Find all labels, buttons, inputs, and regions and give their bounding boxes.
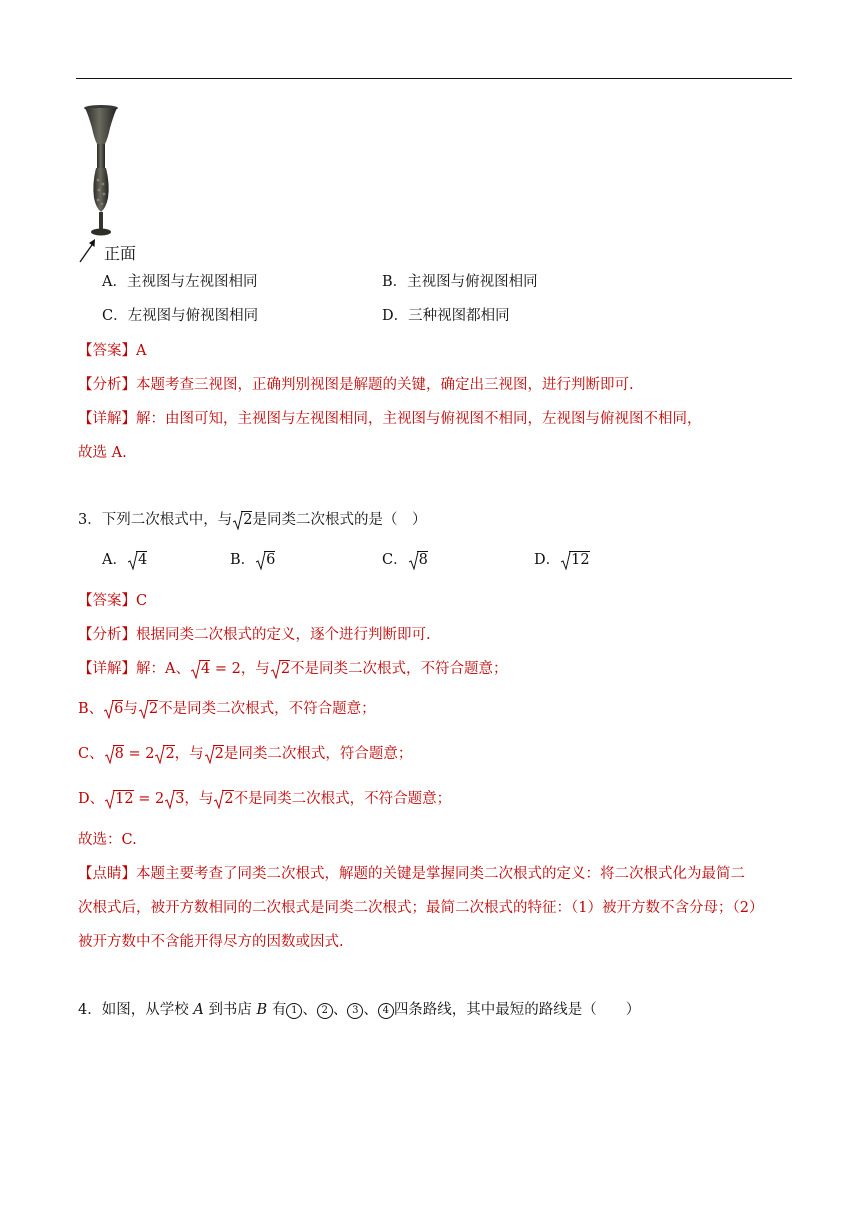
q3-conclusion: 故选：C.	[78, 832, 137, 848]
stem-text: 有	[271, 1002, 287, 1018]
stem-text: 四条路线，其中最短的路线是（ ）	[393, 1002, 641, 1018]
radical	[256, 550, 275, 570]
radical	[214, 789, 233, 809]
radicand: 2	[224, 791, 234, 807]
q3-detail-b	[78, 699, 376, 719]
radical	[561, 550, 589, 570]
analysis-text: 本题考查三视图，正确判别视图是解题的关键，确定出三视图，进行判断即可.	[136, 377, 634, 393]
radicand: 4	[200, 661, 211, 677]
radical	[191, 659, 210, 679]
q3-analysis-line	[78, 625, 431, 645]
analysis-tag: 【分析】	[78, 377, 136, 393]
detail-text: ，与	[240, 661, 270, 677]
question-3-stem	[78, 510, 426, 530]
radical	[233, 510, 252, 530]
detail-text: B、	[78, 701, 104, 717]
equation: = 2	[214, 661, 241, 677]
route-number: 3	[347, 1003, 363, 1019]
detail-text: 不是同类二次根式，不符合题意；	[158, 701, 376, 717]
option-label: A．	[102, 552, 127, 568]
header-rule	[76, 78, 792, 79]
radical	[271, 659, 290, 679]
radicand: 8	[114, 746, 124, 762]
detail-text: D、	[78, 791, 105, 807]
detail-line	[78, 409, 702, 429]
radical	[104, 699, 123, 719]
option-c: C．左视图与俯视图相同	[102, 308, 259, 324]
detail-text: ，与	[184, 791, 214, 807]
stem-text: 是同类二次根式的是（ ）	[252, 512, 427, 528]
question-4-stem	[78, 1000, 640, 1020]
q3-comment-2: 次根式后，被开方数相同的二次根式是同类二次根式；最简二次根式的特征：（1）被开方数不含分母；（2）	[78, 900, 764, 916]
q3-answer-line	[78, 591, 147, 611]
q3-detail-a	[78, 659, 508, 679]
equation: = 2	[138, 791, 165, 807]
detail-text: ，与	[174, 746, 204, 762]
option-label: D．	[534, 552, 561, 568]
detail-text: C、	[78, 746, 104, 762]
radicand: 8	[418, 552, 428, 568]
radicand: 3	[175, 791, 185, 807]
radicand: 4	[137, 552, 148, 568]
radicand: 2	[165, 746, 175, 762]
radicand: 2	[148, 701, 159, 717]
radical	[409, 550, 428, 570]
detail-text: 不是同类二次根式，不符合题意；	[290, 661, 508, 677]
q3-option-b	[230, 550, 275, 570]
answer-tag: 【答案】	[78, 593, 136, 609]
radicand: 2	[280, 661, 291, 677]
analysis-tag: 【分析】	[78, 627, 136, 643]
analysis-text: 根据同类二次根式的定义，逐个进行判断即可.	[136, 627, 431, 643]
detail-text: 解：A、	[136, 661, 190, 677]
q3-detail-c	[78, 744, 412, 764]
route-number: 1	[286, 1003, 302, 1019]
answer-tag: 【答案】	[78, 343, 136, 359]
radical	[128, 550, 147, 570]
q3-option-a	[102, 550, 147, 570]
detail-tag: 【详解】	[78, 411, 136, 427]
radicand: 6	[114, 701, 124, 717]
answer-line	[78, 341, 146, 361]
arrow-icon	[78, 238, 98, 264]
radical	[105, 744, 124, 764]
equation: = 2	[128, 746, 155, 762]
option-a: A．主视图与左视图相同	[102, 274, 258, 290]
radicand: 2	[243, 512, 253, 528]
variable: A	[193, 1002, 204, 1018]
detail-tag: 【详解】	[78, 661, 136, 677]
detail-text: 是同类二次根式，符合题意；	[223, 746, 413, 762]
stem-text: 3．下列二次根式中，与	[78, 512, 233, 528]
radicand: 12	[115, 791, 134, 807]
q3-option-d	[534, 550, 590, 570]
q3-comment-1	[78, 864, 745, 884]
q3-comment-3: 被开方数中不含能开得尽方的因数或因式.	[78, 934, 344, 950]
radical	[205, 744, 224, 764]
q3-option-c	[382, 550, 428, 570]
detail-text: 与	[123, 701, 138, 717]
radical	[139, 699, 158, 719]
route-number: 2	[317, 1003, 333, 1019]
detail-text: 不是同类二次根式，不符合题意；	[233, 791, 452, 807]
stem-text: 到书店	[208, 1002, 252, 1018]
comment-text: 本题主要考查了同类二次根式，解题的关键是掌握同类二次根式的定义：将二次根式化为最简二	[136, 866, 745, 882]
option-label: C．	[382, 552, 408, 568]
radical	[105, 789, 133, 809]
radicand: 6	[266, 552, 276, 568]
conclusion-line: 故选 A.	[78, 445, 127, 461]
answer-value: C	[136, 593, 148, 609]
q3-detail-d	[78, 789, 451, 809]
front-label: 正面	[104, 244, 137, 263]
radicand: 2	[214, 746, 224, 762]
radical	[155, 744, 174, 764]
variable: B	[256, 1002, 268, 1018]
option-b: B．主视图与俯视图相同	[382, 274, 538, 290]
vase-figure	[82, 104, 132, 254]
stem-text: 4．如图，从学校	[78, 1002, 189, 1018]
comment-tag: 【点睛】	[78, 866, 136, 882]
detail-text: 解：由图可知，主视图与左视图相同，主视图与俯视图不相同，左视图与俯视图不相同，	[136, 411, 702, 427]
option-d: D．三种视图都相同	[382, 308, 510, 324]
radicand: 12	[571, 552, 590, 568]
separator: 、	[363, 1002, 378, 1018]
answer-value: A	[136, 343, 147, 359]
separator: 、	[302, 1002, 317, 1018]
route-number: 4	[378, 1003, 394, 1019]
radical	[165, 789, 184, 809]
analysis-line	[78, 375, 634, 395]
separator: 、	[332, 1002, 348, 1018]
option-label: B．	[230, 552, 256, 568]
